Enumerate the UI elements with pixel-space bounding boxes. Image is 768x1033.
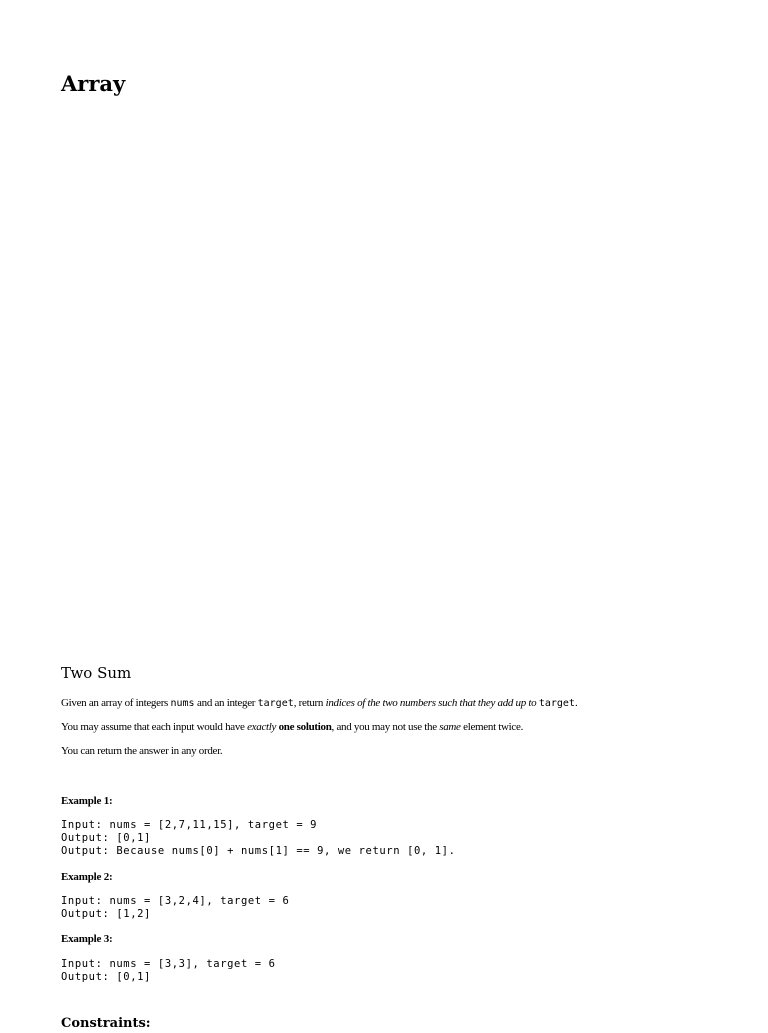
constraints-heading: Constraints:: [61, 1016, 151, 1031]
text: , and you may not use the: [331, 721, 440, 733]
example-3-code: [61, 958, 276, 984]
assumption-paragraph: [61, 719, 523, 735]
problem-description: [61, 695, 577, 712]
code-line: Input: nums = [3,3], target = 6: [61, 958, 276, 970]
example-1-heading: Example 1:: [61, 795, 113, 807]
example-2-code: [61, 895, 289, 921]
text: .: [574, 697, 578, 709]
inline-code: target: [257, 698, 294, 709]
code-line: Input: nums = [3,2,4], target = 6: [61, 895, 290, 907]
code-line: Output: Because nums[0] + nums[1] == 9, we return [0, 1].: [61, 845, 456, 857]
example-3-heading: Example 3:: [61, 933, 113, 945]
code-line: Output: [0,1]: [61, 971, 151, 983]
inline-code: target: [538, 698, 575, 709]
strong-text: one solution: [278, 721, 332, 733]
text: , return: [293, 697, 326, 709]
text: and an integer: [194, 697, 258, 709]
emphasis-text: same: [439, 721, 461, 733]
order-paragraph: You can return the answer in any order.: [61, 745, 223, 757]
code-line: Output: [1,2]: [61, 908, 151, 920]
code-line: Output: [0,1]: [61, 832, 151, 844]
emphasis-text: exactly: [247, 721, 277, 733]
emphasis-text: indices of the two numbers such that they add up to: [325, 697, 537, 709]
section-title: Array: [61, 71, 126, 96]
text: You may assume that each input would have: [61, 721, 248, 733]
example-2-heading: Example 2:: [61, 871, 113, 883]
example-1-code: [61, 819, 456, 858]
text: element twice.: [460, 721, 524, 733]
inline-code: nums: [170, 698, 195, 709]
problem-title: Two Sum: [61, 664, 132, 682]
code-line: Input: nums = [2,7,11,15], target = 9: [61, 819, 318, 831]
text: Given an array of integers: [61, 697, 171, 709]
